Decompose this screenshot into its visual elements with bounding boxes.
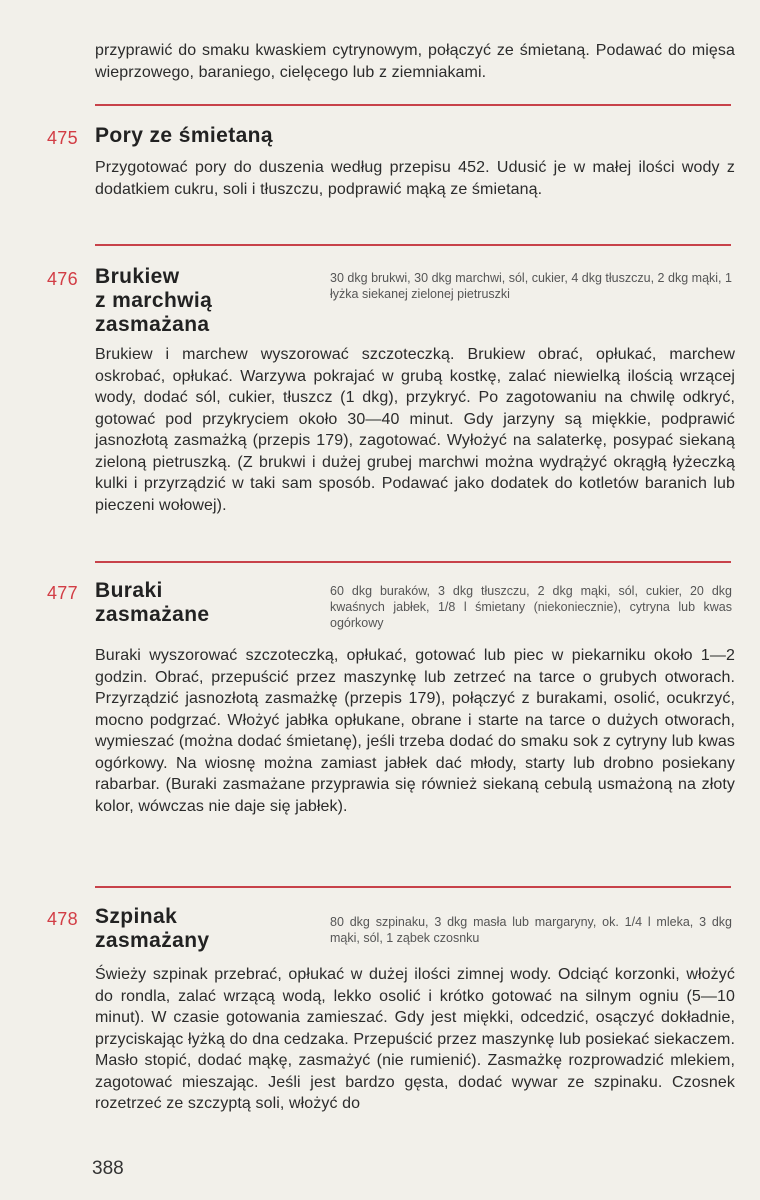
recipe-method: Przygotować pory do duszenia według przepisu 452. Udusić je w małej ilości wody z dodatkiem cukru, soli i tłuszczu, podprawić mąką ze śmietaną. [95,159,735,198]
intro-paragraph: przyprawić do smaku kwaskiem cytrynowym, połączyć ze śmietaną. Podawać do mięsa wieprzowego, baraniego, cielęcego lub z ziemniakami. [95,42,735,81]
recipe-title-line: zasmażane [95,603,210,626]
recipe-title [95,265,212,337]
section-divider [95,104,731,106]
recipe-number: 476 [47,269,78,289]
recipe-method: Brukiew i marchew wyszorować szczoteczką. Brukiew obrać, opłukać, marchew oskrobać, opłukać. Warzywa pokrajać w grubą kostkę, zalać niewielką ilością wrzącej wody, dodać sól, cukier, tłuszcz (1 dkg), przykryć. Po zagotowaniu na chwilę odkryć, gotować pod przykryciem około 30—40 minut. Gdy jarzyny są miękkie, podprawić jasnozłotą zasmażką (przepis 179), zagotować. Wyłożyć na salaterkę, posypać siekaną zieloną pietruszką. (Z brukwi i dużej grubej marchwi można wydrążyć okrągłą łyżeczką kulki i przyrządzić w taki sam sposób. Podawać jako dodatek do kotletów baranich lub pieczeni wołowej). [95,346,735,514]
recipe-ingredients: 80 dkg szpinaku, 3 dkg masła lub margaryny, ok. 1/4 l mleka, 3 dkg mąki, sól, 1 ząbek czosnku [330,915,732,945]
recipe-title-line: zasmażany [95,929,210,952]
page-number: 388 [92,1158,124,1179]
section-divider [95,244,731,246]
recipe-ingredients: 60 dkg buraków, 3 dkg tłuszczu, 2 dkg mąki, sól, cukier, 20 dkg kwaśnych jabłek, 1/8 l śmietany (niekoniecznie), cytryna lub kwas ogórkowy [330,584,732,630]
recipe-number: 475 [47,128,78,148]
recipe-title [95,124,273,148]
recipe-method: Buraki wyszorować szczoteczką, opłukać, gotować lub piec w piekarniku około 1—2 godzin. Obrać, przepuścić przez maszynkę lub zetrzeć na tarce o grubych otworach. Przyrządzić jasnozłotą zasmażkę (przepis 179), połączyć z burakami, osolić, ocukrzyć, mocno podgrzać. Włożyć jabłka opłukane, obrane i starte na tarce o dużych otworach, wymieszać (można dodać śmietanę), jeśli trzeba dodać do smaku sok z cytryny lub kwas ogórkowy. Na wiosnę można zamiast jabłek dać młody, starty lub drobno posiekany rabarbar. (Buraki zasmażane przyprawia się również siekaną cebulą usmażoną na złoty kolor, wówczas nie daje się jabłek). [95,647,735,815]
recipe-ingredients: 30 dkg brukwi, 30 dkg marchwi, sól, cukier, 4 dkg tłuszczu, 2 dkg mąki, 1 łyżka siekanej zielonej pietruszki [330,271,732,301]
recipe-title-line: Brukiew [95,265,180,288]
recipe-title-line: Pory ze śmietaną [95,124,273,147]
recipe-title-line: Buraki [95,579,163,602]
recipe-title [95,905,210,953]
recipe-title-line: zasmażana [95,313,210,336]
section-divider [95,561,731,563]
recipe-number: 478 [47,909,78,929]
recipe-title-line: z marchwią [95,289,213,312]
section-divider [95,886,731,888]
recipe-title-line: Szpinak [95,905,178,928]
recipe-number: 477 [47,583,78,603]
recipe-title [95,579,210,627]
recipe-method: Świeży szpinak przebrać, opłukać w dużej ilości zimnej wody. Odciąć korzonki, włożyć do rondla, zalać wrzącą wodą, lekko osolić i krótko gotować na silnym ogniu (5—10 minut). W czasie gotowania zamieszać. Gdy jest miękki, odcedzić, osączyć dokładnie, przyciskając łyżką do dna cedzaka. Przepuścić przez maszynkę lub posiekać siekaczem. Masło stopić, dodać mąkę, zasmażyć (nie rumienić). Zasmażkę rozprowadzić mlekiem, zagotować mieszając. Jeśli jest bardzo gęsta, dodać wywar ze szpinaku. Czosnek rozetrzeć ze szczyptą soli, włożyć do [95,966,735,1112]
